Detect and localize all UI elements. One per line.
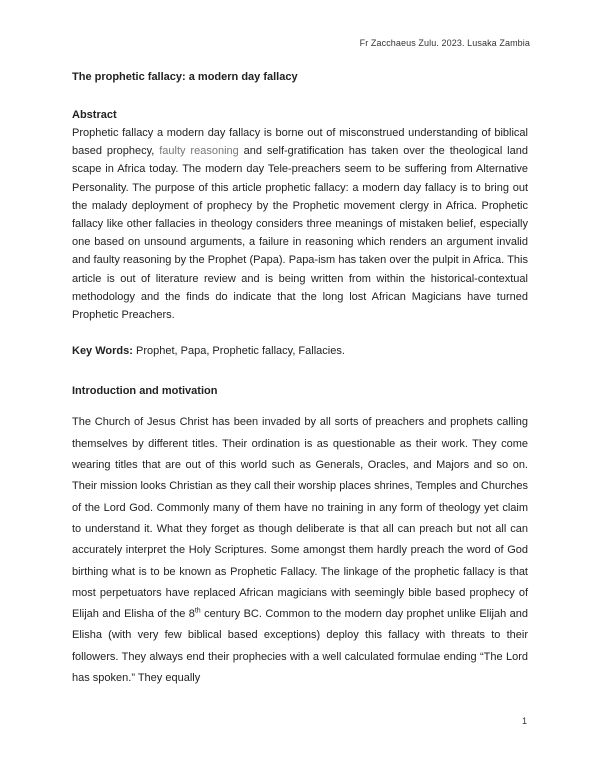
keywords-text: Prophet, Papa, Prophetic fallacy, Fallacies. xyxy=(135,345,345,358)
abstract-heading: Abstract xyxy=(72,109,117,121)
page-header: Fr Zacchaeus Zulu. 2023. Lusaka Zambia xyxy=(359,38,530,48)
abstract-paragraph xyxy=(72,124,528,324)
page-number: 1 xyxy=(522,716,528,726)
abstract-text-end: and self-gratification has taken over the theological land scape in Africa today. The modern day Tele-preachers seem to be suffering from Alternative Personality. The purpose of this article prophetic fallacy: a modern day fallacy is to bring out the malady deployment of prophecy by the Prophetic movement clergy in Africa. Prophetic fallacy like other fallacies in theology considers three meanings of mistaken belief, especially one based on unsound arguments, a failure in reasoning which renders an argument invalid and faulty reasoning by the Prophet (Papa). Papa-ism has taken over the pulpit in Africa. This article is out of literature review and is being written from within the historical-contextual methodology and the finds do indicate that the long lost African Magicians have turned Prophetic Preachers. xyxy=(72,145,528,322)
ordinal-superscript: th xyxy=(194,607,201,615)
introduction-text-end: century BC. Common to the modern day prophet unlike Elijah and Elisha (with very few biblical based exceptions) deploy this fallacy with threats to their followers. They always end their prophecies with a well calculated formulae ending “The Lord has spoken.” They equally xyxy=(72,608,528,684)
document-body xyxy=(72,68,528,689)
faulty-reasoning-link[interactable]: faulty reasoning xyxy=(159,145,239,158)
introduction-paragraph xyxy=(72,412,528,689)
introduction-text-start: The Church of Jesus Christ has been invaded by all sorts of preachers and prophets calling themselves by different titles. Their ordination is as questionable as their work. They come wearing titles that are out of this world such as Generals, Oracles, and Majors and so on. Their mission looks Christian as they call their worship places shrines, Temples and Churches of the Lord God. Commonly many of them have no training in any form of theology yet claim to understand it. What they forget as though deliberate is that all can preach but not all can accurately interpret the Holy Scriptures. Some amongst them hardly preach the word of God birthing what is to be known as Prophetic Fallacy. The linkage of the prophetic fallacy is that most perpetuators have replaced African magicians with seemingly bible based prophecy of Elijah and Elisha of the 8 xyxy=(72,416,528,621)
keywords-line xyxy=(72,342,528,360)
introduction-heading: Introduction and motivation xyxy=(72,385,218,398)
document-title: The prophetic fallacy: a modern day fallacy xyxy=(72,71,298,83)
keywords-label: Key Words: xyxy=(72,345,133,358)
abstract-text-start: Prophetic fallacy a modern day fallacy is borne out of misconstrued understanding of biblical based prophecy, xyxy=(72,127,528,158)
